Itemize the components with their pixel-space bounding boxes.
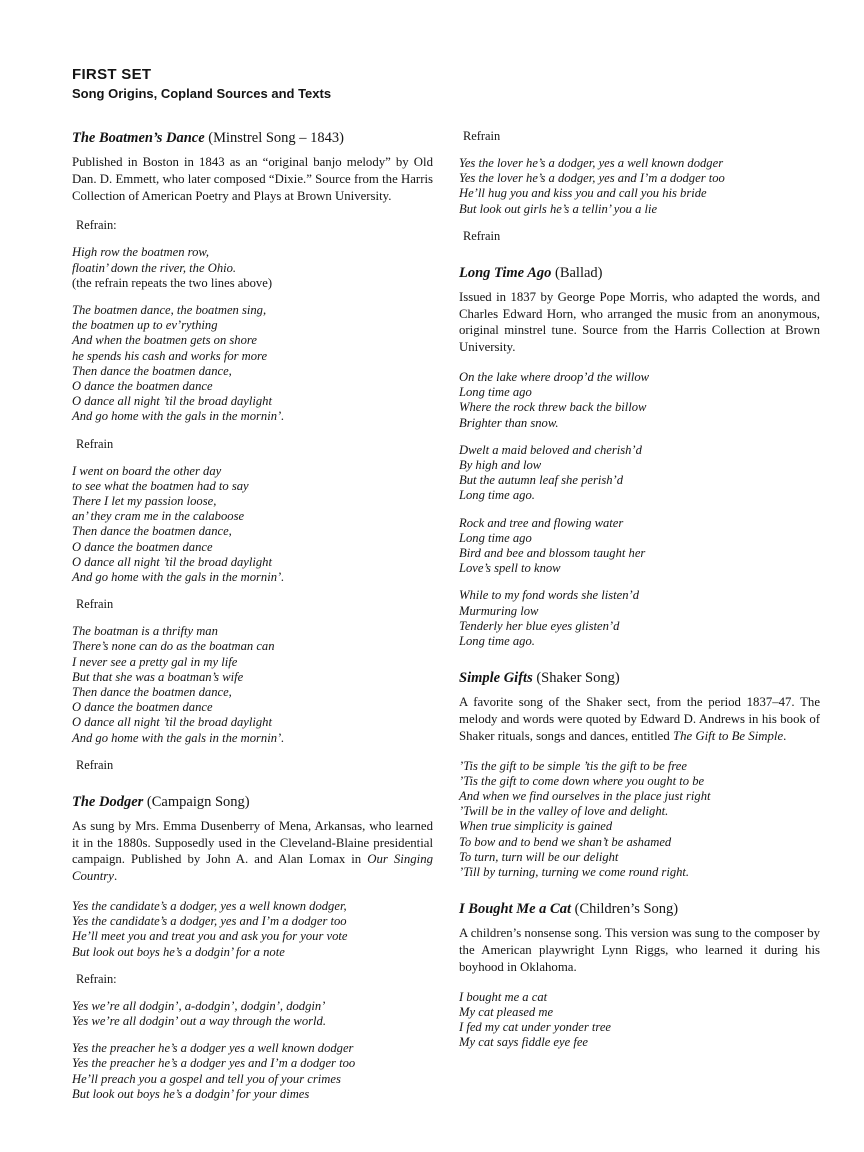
song-description (459, 925, 820, 975)
lyric-line: Yes the preacher he’s a dodger yes and I’m a dodger too (72, 1056, 356, 1071)
lyric-line: And go home with the gals in the mornin’. (72, 570, 285, 585)
refrain-label: Refrain (76, 597, 114, 612)
song-description (459, 289, 820, 356)
lyric-line: floatin’ down the river, the Ohio. (72, 260, 237, 275)
stanza (72, 999, 433, 1029)
lyric-line: I bought me a cat (459, 989, 548, 1004)
lyric-line: And go home with the gals in the mornin’. (72, 730, 285, 745)
song-genre: (Minstrel Song – 1843) (208, 130, 344, 146)
stanza (72, 464, 433, 586)
description-italic-segment: The Gift to Be Simple (672, 728, 784, 743)
lyric-line: I never see a pretty gal in my life (72, 654, 238, 669)
lyric-line: There’s none can do as the boatman can (72, 639, 275, 654)
song-description (72, 818, 433, 885)
description-segment: Issued in 1837 by George Pope Morris, who adapted the words, and Charles Edward Horn, who arranged the music from an anonymous, original minstrel tune. Source from the Harris Collection at Brown University. (459, 289, 820, 355)
lyric-line: he spends his cash and works for more (72, 348, 268, 363)
lyric-line: Then dance the boatmen dance, (72, 363, 232, 378)
lyric-line: And go home with the gals in the mornin’. (72, 409, 285, 424)
right-column (459, 129, 820, 1062)
lyric-line: O dance the boatmen dance (72, 539, 213, 554)
lyric-line: Rock and tree and flowing water (459, 515, 624, 530)
lyric-line: To turn, turn will be our delight (459, 849, 619, 864)
stanza (72, 899, 433, 960)
stanza (459, 759, 820, 881)
lyric-line: My cat pleased me (459, 1004, 554, 1019)
lyric-line: Then dance the boatmen dance, (72, 524, 232, 539)
song-header (459, 900, 820, 918)
lyric-line: He’ll meet you and treat you and ask you for your vote (72, 929, 348, 944)
refrain-label: Refrain (463, 228, 501, 243)
lyric-line: Long time ago (459, 385, 532, 400)
set-subtitle: Song Origins, Copland Sources and Texts (72, 86, 332, 101)
lyric-line: On the lake where droop’d the willow (459, 370, 650, 384)
lyric-line: O dance the boatmen dance (72, 700, 213, 715)
song-title: Long Time Ago (459, 264, 552, 281)
lyric-line: But look out boys he’s a dodgin’ for a note (72, 944, 285, 959)
lyric-line: Yes the candidate’s a dodger, yes and I’m a dodger too (72, 914, 347, 929)
lyric-line: the boatmen up to ev’rything (72, 318, 218, 333)
refrain-label: Refrain: (76, 218, 117, 233)
set-title: FIRST SET (72, 66, 152, 83)
description-segment: . (783, 728, 787, 743)
lyric-line: Where the rock threw back the billow (459, 400, 647, 415)
lyric-line: Yes we’re all dodgin’, a-dodgin’, dodgin’, dodgin’ (72, 998, 326, 1013)
lyric-line: O dance the boatmen dance (72, 379, 213, 394)
lyric-line: By high and low (459, 458, 542, 473)
song-header (72, 129, 433, 147)
description-italic-segment: Our Singing Country (72, 852, 433, 884)
stanza (72, 303, 433, 425)
lyric-line: When true simplicity is gained (459, 819, 613, 834)
lyric-line: ’Tis the gift to come down where you ought to be (459, 773, 705, 788)
song-description (459, 694, 820, 744)
left-column (72, 129, 433, 1114)
song-header (72, 793, 433, 811)
song-genre: (Ballad) (555, 264, 603, 281)
lyric-line: Long time ago (459, 530, 532, 545)
stanza (459, 443, 820, 504)
lyric-line: Yes the lover he’s a dodger, yes a well known dodger (459, 156, 724, 170)
lyric-line: to see what the boatmen had to say (72, 478, 249, 493)
lyric-line: And when we find ourselves in the place just right (459, 789, 711, 804)
description-segment: . (113, 869, 118, 884)
song-genre: (Campaign Song) (146, 793, 250, 810)
lyric-line: Murmuring low (459, 603, 539, 618)
lyric-line: But that she was a boatman’s wife (72, 669, 244, 684)
lyric-line: But look out boys he’s a dodgin’ for your dimes (72, 1086, 310, 1101)
lyric-line: The boatmen dance, the boatmen sing, (72, 303, 267, 317)
lyric-line: My cat says fiddle eye fee (459, 1035, 589, 1050)
page-header (72, 66, 820, 101)
lyric-line: While to my fond words she listen’d (459, 588, 640, 603)
lyric-line: To bow and to bend we shan’t be ashamed (459, 834, 672, 849)
lyric-line: O dance all night ’til the broad daylight (72, 394, 272, 409)
stanza (459, 156, 820, 217)
song-title: The Dodger (72, 793, 144, 810)
lyric-line: And when the boatmen gets on shore (72, 333, 257, 348)
lyric-line: ’Twill be in the valley of love and delight. (459, 804, 669, 819)
stanza (72, 624, 433, 746)
description-segment: As sung by Mrs. Emma Dusenberry of Mena, Arkansas, who learned it in the 1880s. Supposedly used in the Cleveland-Blaine presidential campaign. Published by John A. and Alan Lomax in (72, 818, 433, 867)
lyric-line: He’ll preach you a gospel and tell you of your crimes (72, 1071, 341, 1086)
refrain-label: Refrain: (76, 971, 117, 986)
stanza (459, 370, 820, 431)
columns-container (72, 129, 820, 1114)
stanza (72, 1041, 433, 1102)
lyric-line: But the autumn leaf she perish’d (459, 473, 624, 488)
stanza (459, 516, 820, 577)
lyric-line: There I let my passion loose, (72, 494, 217, 509)
lyric-line: Brighter than snow. (459, 415, 559, 430)
lyric-line: Yes we’re all dodgin’ out a way through the world. (72, 1014, 326, 1029)
refrain-label: Refrain (463, 129, 501, 143)
song-genre: (Children’s Song) (574, 901, 679, 918)
lyric-line: Long time ago. (459, 634, 535, 649)
lyric-line: Dwelt a maid beloved and cherish’d (459, 442, 642, 457)
lyric-line: Yes the candidate’s a dodger, yes a well known dodger, (72, 899, 347, 914)
lyric-line: High row the boatmen row, (72, 245, 210, 260)
lyric-line: O dance all night ’til the broad daylight (72, 554, 272, 569)
stanza (72, 245, 433, 291)
lyric-line: Love’s spell to know (459, 561, 561, 576)
description-segment: A favorite song of the Shaker sect, from the period 1837–47. The melody and words were quoted by Edward D. Andrews in his book of Shaker rituals, songs and dances, entitled (459, 695, 820, 743)
note-line: (the refrain repeats the two lines above) (72, 275, 273, 290)
song-title: Simple Gifts (459, 670, 533, 687)
stanza (459, 990, 820, 1051)
song-title: The Boatmen’s Dance (72, 130, 205, 146)
lyric-line: He’ll hug you and kiss you and call you his bride (459, 186, 707, 201)
song-description (72, 154, 433, 204)
stanza (459, 588, 820, 649)
song-header (459, 669, 820, 687)
lyric-line: O dance all night ’til the broad daylight (72, 715, 272, 730)
description-segment: A children’s nonsense song. This version was sung to the composer by the American playwright Lynn Riggs, who learned it during his boyhood in Oklahoma. (459, 926, 820, 974)
song-genre: (Shaker Song) (536, 670, 620, 687)
lyric-line: The boatman is a thrifty man (72, 624, 218, 639)
lyric-line: Yes the lover he’s a dodger, yes and I’m a dodger too (459, 171, 725, 186)
refrain-label: Refrain (76, 436, 114, 451)
refrain-label: Refrain (76, 757, 114, 772)
lyric-line: Tenderly her blue eyes glisten’d (459, 618, 620, 633)
lyric-line: I fed my cat under yonder tree (459, 1020, 612, 1035)
lyric-line: an’ they cram me in the calaboose (72, 509, 245, 524)
lyric-line: But look out girls he’s a tellin’ you a lie (459, 201, 658, 216)
lyric-line: Then dance the boatmen dance, (72, 685, 232, 700)
lyric-line: Yes the preacher he’s a dodger yes a well known dodger (72, 1041, 354, 1056)
description-segment: Published in Boston in 1843 as an “original banjo melody” by Old Dan. D. Emmett, who later composed “Dixie.” Source from the Harris Collection of American Poetry and Plays at Brown University. (72, 155, 433, 203)
song-header (459, 264, 820, 282)
lyric-line: Long time ago. (459, 488, 535, 503)
lyric-line: Bird and bee and blossom taught her (459, 546, 646, 561)
lyric-line: I went on board the other day (72, 463, 222, 478)
lyric-line: ’Till by turning, turning we come round right. (459, 865, 690, 880)
lyric-line: ’Tis the gift to be simple ’tis the gift to be free (459, 758, 687, 773)
song-title: I Bought Me a Cat (459, 901, 571, 918)
